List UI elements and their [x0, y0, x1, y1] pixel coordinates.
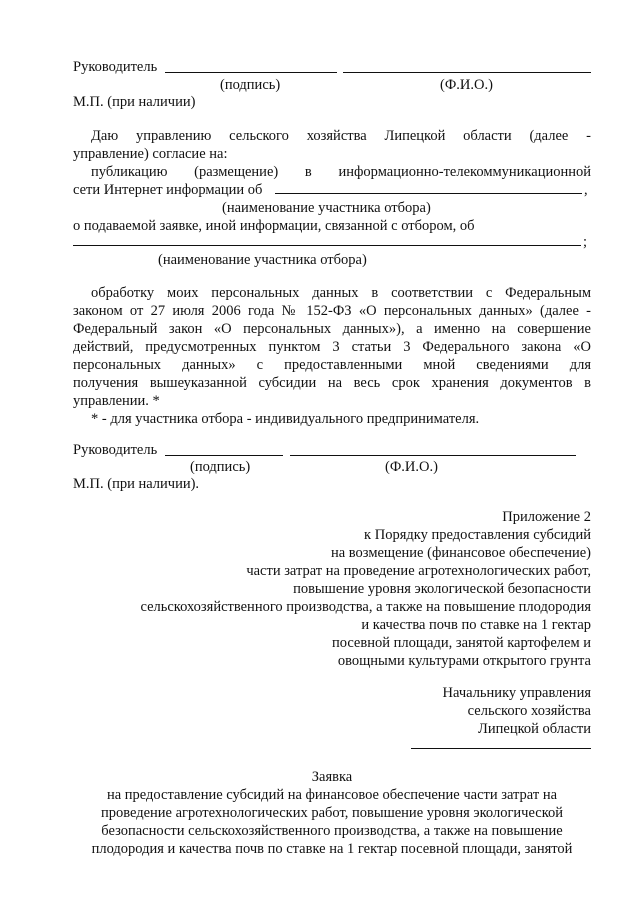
consent-line: сети Интернет информации об: [73, 182, 263, 198]
participant-name-line: [73, 245, 581, 246]
consent-line: управление) согласие на:: [73, 146, 228, 162]
consent-line: о подаваемой заявке, иной информации, связанной с отбором, об: [73, 218, 475, 234]
appendix-line: Приложение 2: [502, 509, 591, 525]
document-title: Заявка: [311, 769, 353, 785]
processing-line: обработку моих персональных данных в соответствии с Федеральным: [91, 285, 591, 301]
punctuation: ,: [584, 182, 588, 198]
signature-line: [165, 455, 283, 456]
processing-line: законом от 27 июля 2006 года № 152-ФЗ «О персональных данных» (далее -: [73, 303, 591, 319]
signature-line: [165, 72, 337, 73]
full-name-line: [290, 455, 576, 456]
full-name-line: [343, 72, 591, 73]
stamp-note: М.П. (при наличии): [73, 94, 196, 110]
signature-head-label: Руководитель: [73, 442, 158, 458]
addressee-line: Начальнику управления: [442, 685, 591, 701]
addressee-line: Липецкой области: [478, 721, 591, 737]
appendix-line: части затрат на проведение агротехнологических работ,: [246, 563, 591, 579]
addressee-line: сельского хозяйства: [467, 703, 591, 719]
processing-line: получения вышеуказанной субсидии на весь срок хранения документов в: [73, 375, 591, 391]
appendix-line: посевной площади, занятой картофелем и: [331, 635, 591, 651]
punctuation: ;: [583, 234, 588, 250]
participant-name-line: [275, 193, 582, 194]
stamp-note: М.П. (при наличии).: [73, 476, 200, 492]
signature-caption: (подпись): [190, 459, 251, 475]
consent-line: Даю управлению сельского хозяйства Липецкой области (далее -: [91, 128, 591, 144]
appendix-line: сельскохозяйственного производства, а также на повышение плодородия: [140, 599, 591, 615]
application-line: безопасности сельскохозяйственного производства, а также на повышение: [101, 823, 563, 839]
full-name-caption: (Ф.И.О.): [440, 77, 493, 93]
application-line: плодородия и качества почв по ставке на 1 гектар посевной площади, занятой: [91, 841, 573, 857]
participant-name-caption: (наименование участника отбора): [158, 252, 367, 268]
signature-caption: (подпись): [220, 77, 281, 93]
processing-line: действий, предусмотренных пунктом 3 статьи 3 Федерального закона «О: [73, 339, 591, 355]
signature-head-label: Руководитель: [73, 59, 158, 75]
processing-line: управлении. *: [73, 393, 160, 409]
appendix-line: на возмещение (финансовое обеспечение): [330, 545, 591, 561]
appendix-line: и качества почв по ставке на 1 гектар: [361, 617, 591, 633]
appendix-line: овощными культурами открытого грунта: [337, 653, 591, 669]
full-name-caption: (Ф.И.О.): [385, 459, 438, 475]
appendix-line: повышение уровня экологической безопасности: [293, 581, 591, 597]
processing-line: Федеральный закон «О персональных данных»), а именно на совершение: [73, 321, 591, 337]
footnote: * - для участника отбора - индивидуального предпринимателя.: [91, 411, 480, 427]
addressee-name-line: [411, 748, 591, 749]
application-line: проведение агротехнологических работ, повышение уровня экологической: [100, 805, 564, 821]
participant-name-caption: (наименование участника отбора): [222, 200, 431, 216]
appendix-line: к Порядку предоставления субсидий: [364, 527, 591, 543]
application-line: на предоставление субсидий на финансовое обеспечение части затрат на: [106, 787, 558, 803]
consent-line: публикацию (размещение) в информационно-телекоммуникационной: [91, 164, 591, 180]
processing-line: персональных данных» с предоставленными мной сведениями для: [73, 357, 591, 373]
